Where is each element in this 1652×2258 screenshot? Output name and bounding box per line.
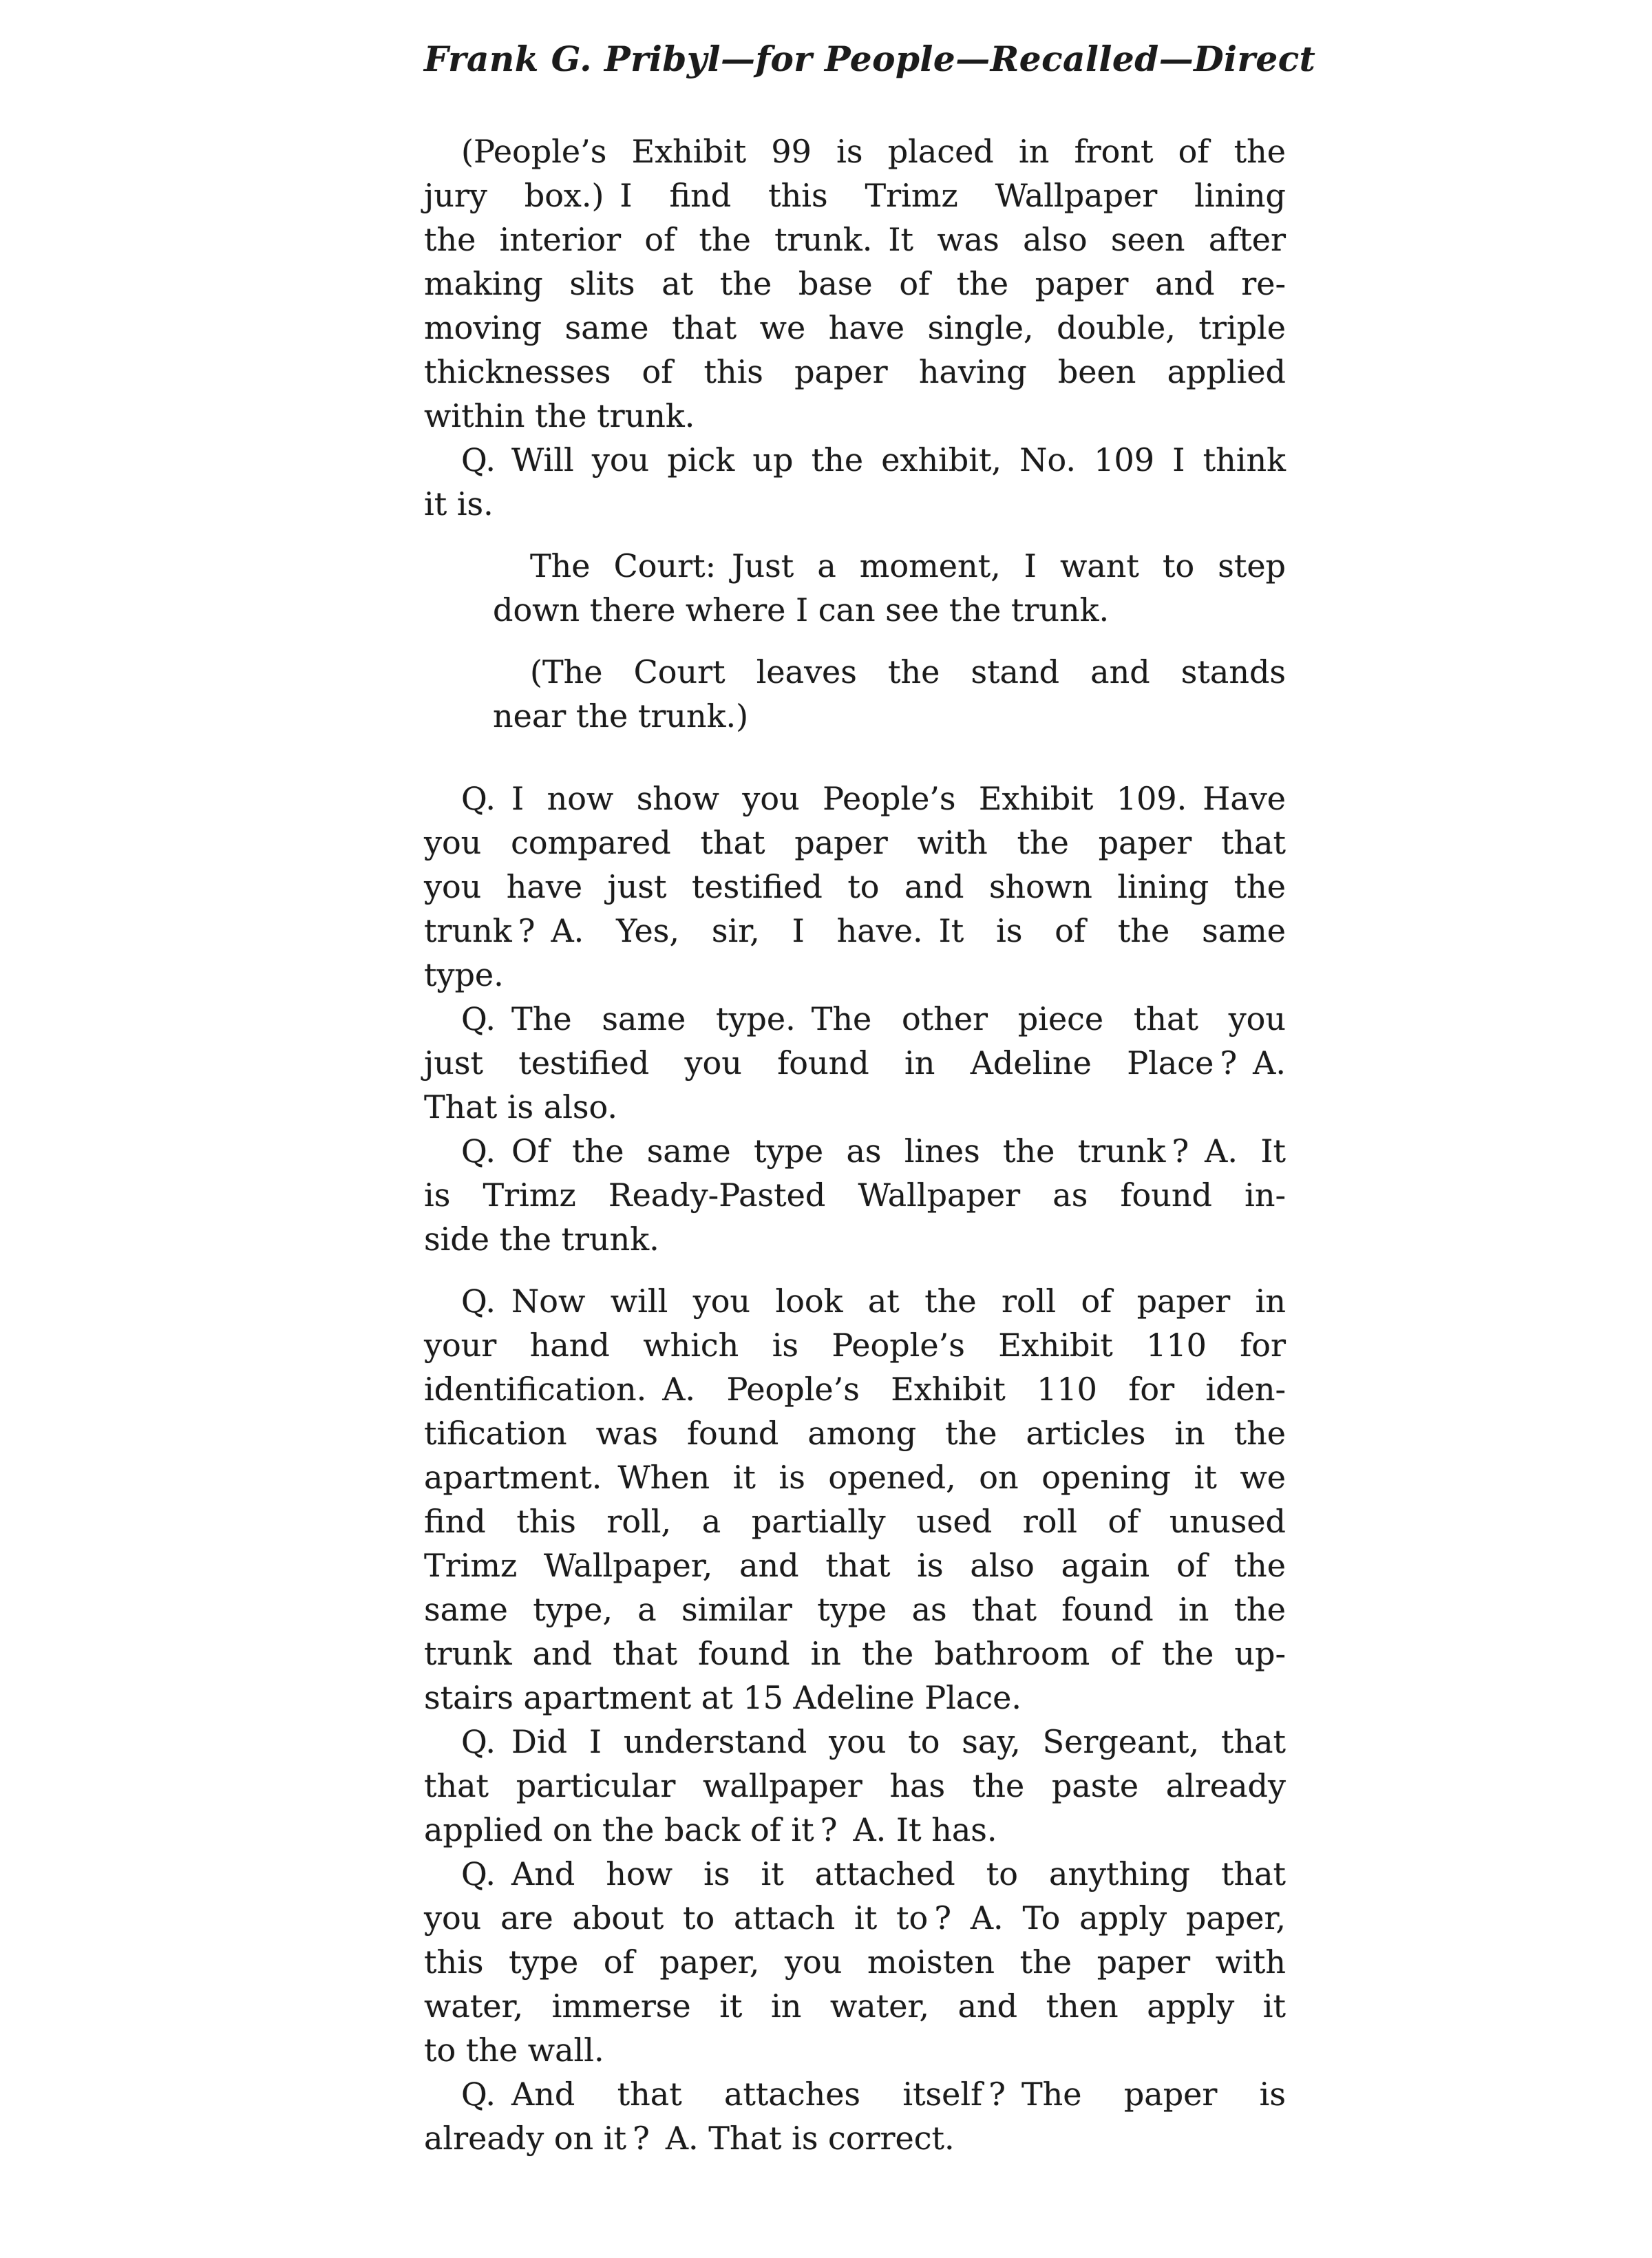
transcript-line: Q. I now show you People’s Exhibit 109. Have: [461, 780, 1286, 817]
transcript-line: Trimz Wallpaper, and that is also again of the: [424, 1547, 1286, 1584]
transcript-line: is Trimz Ready-Pasted Wallpaper as found in-: [424, 1177, 1286, 1214]
transcript-line: within the trunk.: [424, 397, 695, 434]
transcript-line: you are about to attach it to ? A. To apply paper,: [424, 1899, 1286, 1937]
transcript-block: [424, 1852, 1286, 2072]
transcript-line: Q. And how is it attached to anything that: [461, 1855, 1286, 1892]
transcript-line: same type, a similar type as that found in the: [424, 1591, 1286, 1628]
transcript-line: side the trunk.: [424, 1221, 659, 1258]
transcript-line: making slits at the base of the paper and re-: [424, 265, 1286, 302]
transcript-block: [424, 777, 1286, 997]
transcript-line: it is.: [424, 485, 494, 523]
transcript-line: to the wall.: [424, 2032, 604, 2069]
transcript-line: thicknesses of this paper having been applied: [424, 353, 1286, 390]
transcript: [424, 129, 1286, 2160]
transcript-block: [424, 997, 1286, 1129]
transcript-line: (People’s Exhibit 99 is placed in front of the: [461, 133, 1286, 170]
transcript-block: [493, 650, 1286, 738]
transcript-line: your hand which is People’s Exhibit 110 for: [424, 1327, 1286, 1364]
transcript-line: near the trunk.): [493, 697, 749, 735]
transcript-line: the interior of the trunk. It was also seen after: [424, 221, 1286, 258]
transcript-line: That is also.: [424, 1088, 618, 1126]
transcript-line: just testified you found in Adeline Place ? A.: [424, 1044, 1286, 1081]
transcript-line: The Court: Just a moment, I want to step: [530, 547, 1286, 584]
transcript-line: (The Court leaves the stand and stands: [530, 653, 1286, 690]
transcript-line: that particular wallpaper has the paste already: [424, 1767, 1286, 1804]
transcript-line: Q. Of the same type as lines the trunk ? A. It: [461, 1132, 1286, 1170]
transcript-line: water, immerse it in water, and then apply it: [424, 1987, 1286, 2025]
transcript-line: Q. The same type. The other piece that you: [461, 1000, 1286, 1037]
transcript-block: [493, 544, 1286, 632]
transcript-line: trunk and that found in the bathroom of the up-: [424, 1635, 1286, 1672]
transcript-line: this type of paper, you moisten the paper with: [424, 1943, 1286, 1981]
transcript-line: jury box.) I find this Trimz Wallpaper lining: [424, 177, 1286, 214]
transcript-line: you compared that paper with the paper that: [424, 824, 1286, 861]
transcript-block: [424, 1720, 1286, 1852]
transcript-line: apartment. When it is opened, on opening it we: [424, 1459, 1286, 1496]
transcript-line: tification was found among the articles in the: [424, 1415, 1286, 1452]
transcript-block: [424, 1279, 1286, 1720]
transcript-line: type.: [424, 956, 504, 993]
transcript-block: [424, 438, 1286, 526]
transcript-line: moving same that we have single, double, triple: [424, 309, 1286, 346]
transcript-block: [424, 2072, 1286, 2160]
transcript-line: Q. And that attaches itself ? The paper is: [461, 2076, 1286, 2113]
transcript-line: identification. A. People’s Exhibit 110 for iden-: [424, 1371, 1286, 1408]
page-title: Frank G. Pribyl—for People—Recalled—Direct: [424, 39, 1316, 79]
transcript-line: find this roll, a partially used roll of unused: [424, 1503, 1286, 1540]
transcript-line: down there where I can see the trunk.: [493, 591, 1110, 629]
transcript-line: you have just testified to and shown lining the: [424, 868, 1286, 905]
transcript-block: [424, 1129, 1286, 1261]
transcript-line: stairs apartment at 15 Adeline Place.: [424, 1679, 1021, 1716]
transcript-line: Q. Did I understand you to say, Sergeant, that: [461, 1723, 1286, 1760]
transcript-line: Q. Will you pick up the exhibit, No. 109 I think: [461, 441, 1286, 478]
transcript-line: Q. Now will you look at the roll of paper in: [461, 1283, 1286, 1320]
transcript-line: already on it ? A. That is correct.: [424, 2120, 955, 2157]
transcript-block: [424, 129, 1286, 438]
transcript-line: trunk ? A. Yes, sir, I have. It is of the same: [424, 912, 1286, 949]
transcript-line: applied on the back of it ? A. It has.: [424, 1811, 997, 1848]
